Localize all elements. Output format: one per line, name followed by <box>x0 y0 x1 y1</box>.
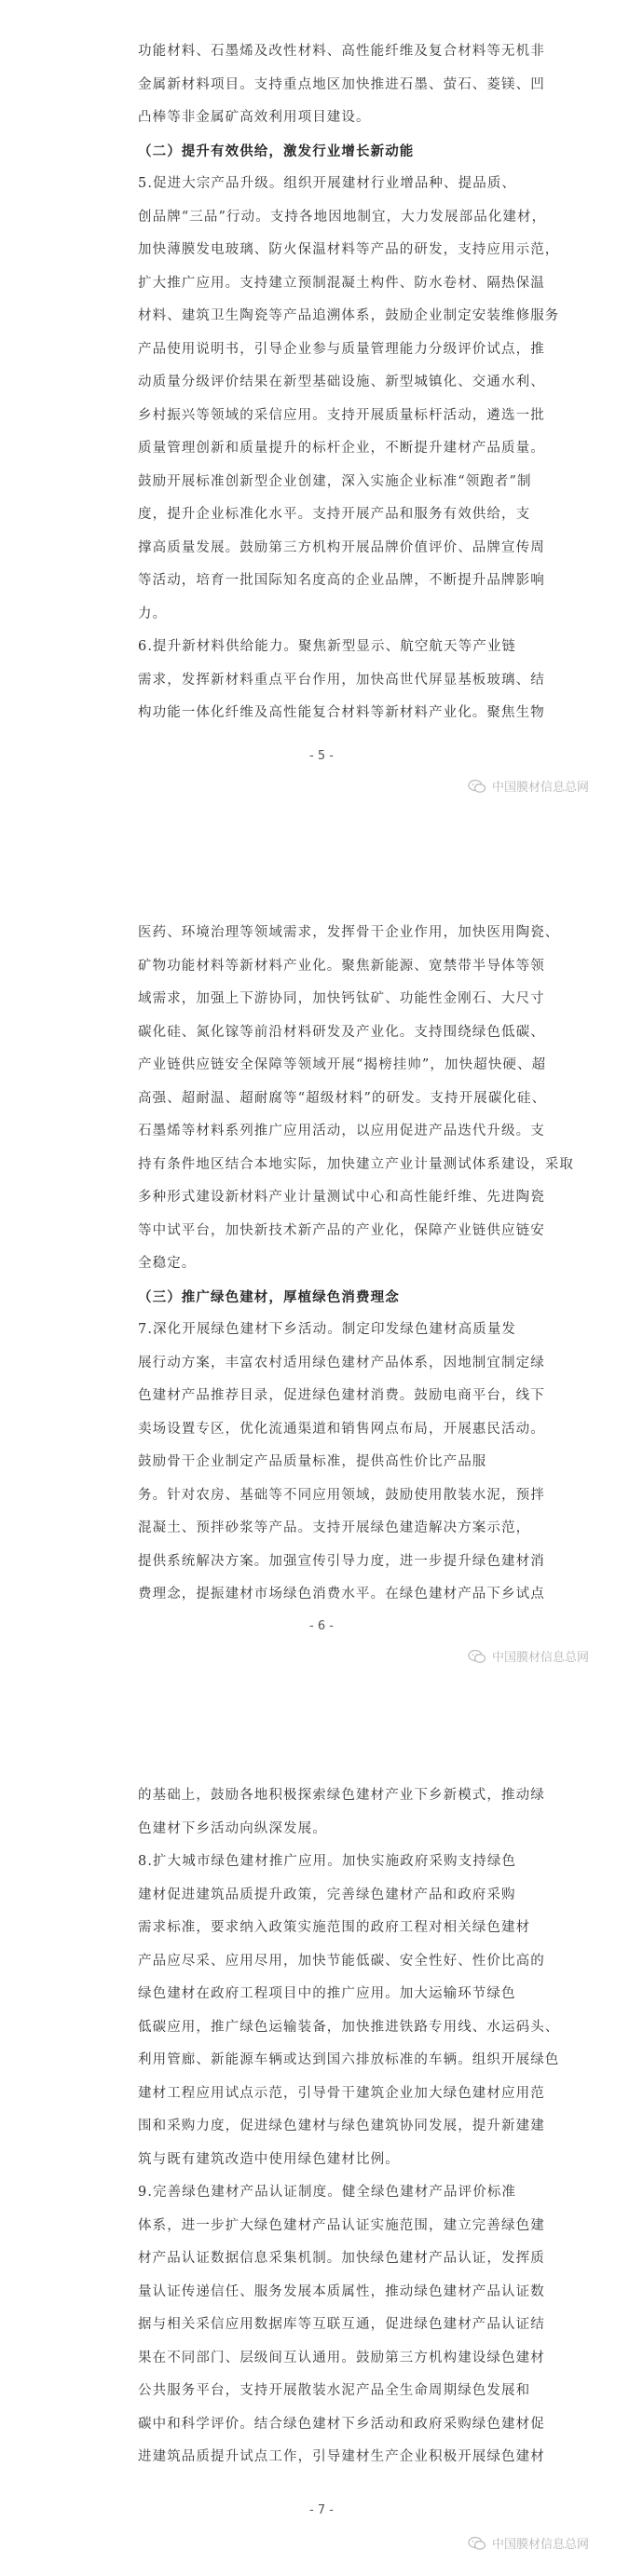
paragraph-line: 进建筑品质提升试点工作，引导建材生产企业积极开展绿色建材 <box>138 2449 545 2464</box>
paragraph-line: 构功能一体化纤维及高性能复合材料等新材料产业化。聚焦生物 <box>138 705 545 720</box>
paragraph-line: 等活动，培育一批国际知名度高的企业品牌，不断提升品牌影响 <box>138 573 545 588</box>
page-5-text <box>138 35 560 730</box>
paragraph-line: 鼓励开展标准创新型企业创建，深入实施企业标准“领跑者”制 <box>138 473 532 489</box>
paragraph-line: 碳中和科学评价。结合绿色建材下乡活动和政府采购绿色建材促 <box>138 2416 545 2432</box>
paragraph-line: 利用管廊、新能源车辆或达到国六排放标准的车辆。组织开展绿色 <box>138 2052 560 2067</box>
paragraph-line: 度，提升企业标准化水平。支持开展产品和服务有效供给，支 <box>138 507 531 522</box>
paragraph-line: 扩大推广应用。支持建立预制混凝土构件、防水卷材、隔热保温 <box>138 275 545 291</box>
paragraph-line: 产品应尽采、应用尽用，加快节能低碳、安全性好、性价比高的 <box>138 1953 545 1969</box>
paragraph-line: 需求，发挥新材料重点平台作用，加快高世代屏显基板玻璃、结 <box>138 672 545 688</box>
paragraph-line: 材料、建筑卫生陶瓷等产品追溯体系，鼓励企业制定安装维修服务 <box>138 308 560 323</box>
paragraph-line: 展行动方案，丰富农村适用绿色建材产品体系，因地制宜制定绿 <box>138 1355 545 1370</box>
paragraph-line: 凸棒等非金属矿高效利用项目建设。 <box>138 110 371 125</box>
paragraph-line: 乡村振兴等领域的采信应用。支持开展质量标杆活动，遴选一批 <box>138 407 545 423</box>
paragraph-line: 卖场设置专区，优化流通渠道和销售网点布局，开展惠民活动。 <box>138 1421 545 1437</box>
paragraph-line: 的基础上，鼓励各地积极探索绿色建材产业下乡新模式，推动绿 <box>138 1788 545 1803</box>
paragraph-line: 持有条件地区结合本地实际，加快建立产业计量测试体系建设，采取 <box>138 1156 574 1172</box>
page-7 <box>0 1737 643 2576</box>
paragraph-line: 色建材产品推荐目录，促进绿色建材消费。鼓励电商平台，线下 <box>138 1388 545 1403</box>
paragraph-line: 据与相关采信应用数据库等互联互通，促进绿色建材产品认证结 <box>138 2317 545 2332</box>
section-heading: （三）推广绿色建材，厚植绿色消费理念 <box>138 1288 400 1305</box>
paragraph-line: 务。针对农房、基础等不同应用领域，鼓励使用散装水泥，预拌 <box>138 1487 545 1503</box>
paragraph-line: 9.完善绿色建材产品认证制度。健全绿色建材产品评价标准 <box>138 2185 517 2200</box>
paragraph-line: 石墨烯等材料系列推广应用活动，以应用促进产品迭代升级。支 <box>138 1124 545 1138</box>
paragraph-line: 医药、环境治理等领域需求，发挥骨干企业作用，加快医用陶瓷、 <box>138 925 560 940</box>
page-5 <box>0 0 643 829</box>
paragraph-line: 需求标准，要求纳入政策实施范围的政府工程对相关绿色建材 <box>138 1920 531 1935</box>
paragraph-line: 加快薄膜发电玻璃、防火保温材料等产品的研发，支持应用示范， <box>138 242 560 257</box>
paragraph-line: 矿物功能材料等新材料产业化。聚焦新能源、宽禁带半导体等领 <box>138 958 545 974</box>
paragraph-line: 筑与既有建筑改造中使用绿色建材比例。 <box>138 2151 400 2167</box>
paragraph-line: 围和采购力度，促进绿色建材与绿色建筑协同发展，提升新建建 <box>138 2119 545 2133</box>
paragraph-line: 提供系统解决方案。加强宣传引导力度，进一步提升绿色建材消 <box>138 1553 545 1569</box>
wechat-icon <box>468 1649 486 1664</box>
watermark <box>468 2534 589 2552</box>
paragraph-line: 材产品认证数据信息采集机制。加快绿色建材产品认证，发挥质 <box>138 2251 545 2266</box>
paragraph-line: 建材工程应用试点示范，引导骨干建筑企业加大绿色建材应用范 <box>138 2085 545 2101</box>
paragraph-line: 功能材料、石墨烯及改性材料、高性能纤维及复合材料等无机非 <box>138 44 545 59</box>
paragraph-line: 量认证传递信任、服务发展本质属性，推动绿色建材产品认证数 <box>138 2283 545 2299</box>
page-number: - 6 - <box>309 1619 334 1633</box>
paragraph-line: 果在不同部门、层级间互认通用。鼓励第三方机构建设绿色建材 <box>138 2350 545 2365</box>
paragraph-line: 6.提升新材料供给能力。聚焦新型显示、航空航天等产业链 <box>138 639 517 654</box>
paragraph-line: 产品使用说明书，引导企业参与质量管理能力分级评价试点，推 <box>138 341 545 357</box>
page-6 <box>0 868 643 1697</box>
paragraph-line: 多种形式建设新材料产业计量测试中心和高性能纤维、先进陶瓷 <box>138 1190 545 1205</box>
paragraph-line: 金属新材料项目。支持重点地区加快推进石墨、萤石、菱镁、凹 <box>138 76 545 92</box>
watermark-text: 中国膜材信息总网 <box>491 781 589 795</box>
paragraph-line: 质量管理创新和质量提升的标杆企业，不断提升建材产品质量。 <box>138 441 545 456</box>
watermark <box>468 777 589 795</box>
paragraph-line: 5.促进大宗产品升级。组织开展建材行业增品种、提品质、 <box>138 176 517 191</box>
paragraph-line: 碳化硅、氮化镓等前沿材料研发及产业化。支持围绕绿色低碳、 <box>138 1024 545 1040</box>
watermark-text: 中国膜材信息总网 <box>491 2538 589 2552</box>
page-number: - 7 - <box>309 2503 334 2517</box>
paragraph-line: 8.扩大城市绿色建材推广应用。加快实施政府采购支持绿色 <box>138 1854 517 1869</box>
paragraph-line: 低碳应用，推广绿色运输装备，加快推进铁路专用线、水运码头、 <box>138 2019 560 2035</box>
paragraph-line: 绿色建材在政府工程项目中的推广应用。加大运输环节绿色 <box>138 1986 516 2001</box>
paragraph-line: 动质量分级评价结果在新型基础设施、新型城镇化、交通水利、 <box>138 375 545 389</box>
paragraph-line: 创品牌“三品”行动。支持各地因地制宜，大力发展部品化建材， <box>138 209 547 225</box>
wechat-icon <box>468 779 486 794</box>
paragraph-line: 等中试平台，加快新技术新产品的产业化，保障产业链供应链安 <box>138 1222 545 1238</box>
watermark-text: 中国膜材信息总网 <box>491 1651 589 1665</box>
paragraph-line: 体系，进一步扩大绿色建材产品认证实施范围，建立完善绿色建 <box>138 2217 545 2233</box>
section-heading: （二）提升有效供给，激发行业增长新动能 <box>138 143 415 159</box>
paragraph-line: 域需求，加强上下游协同，加快钙钛矿、功能性金刚石、大尺寸 <box>138 991 545 1006</box>
page-number: - 5 - <box>309 749 334 763</box>
page-6-text <box>138 917 574 1612</box>
paragraph-line: 撑高质量发展。鼓励第三方机构开展品牌价值评价、品牌宣传周 <box>138 539 545 555</box>
paragraph-line: 建材促进建筑品质提升政策，完善绿色建材产品和政府采购 <box>138 1887 516 1902</box>
watermark <box>468 1647 589 1665</box>
paragraph-line: 7.深化开展绿色建材下乡活动。制定印发绿色建材高质量发 <box>138 1322 517 1337</box>
paragraph-line: 公共服务平台，支持开展散装水泥产品全生命周期绿色发展和 <box>138 2383 531 2398</box>
paragraph-line: 色建材下乡活动向纵深发展。 <box>138 1820 327 1836</box>
paragraph-line: 费理念，提振建材市场绿色消费水平。在绿色建材产品下乡试点 <box>138 1587 545 1601</box>
paragraph-line: 全稳定。 <box>138 1256 197 1271</box>
paragraph-line: 鼓励骨干企业制定产品质量标准，提供高性价比产品服 <box>138 1454 487 1469</box>
paragraph-line: 高强、超耐温、超耐腐等“超级材料”的研发。支持开展碳化硅、 <box>138 1090 547 1106</box>
page-7-text <box>138 1779 560 2474</box>
paragraph-line: 混凝土、预拌砂浆等产品。支持开展绿色建造解决方案示范， <box>138 1520 531 1535</box>
paragraph-line: 力。 <box>138 606 168 621</box>
paragraph-line: 产业链供应链安全保障等领域开展“揭榜挂帅”，加快超快硬、超 <box>138 1057 547 1072</box>
wechat-icon <box>468 2536 486 2551</box>
